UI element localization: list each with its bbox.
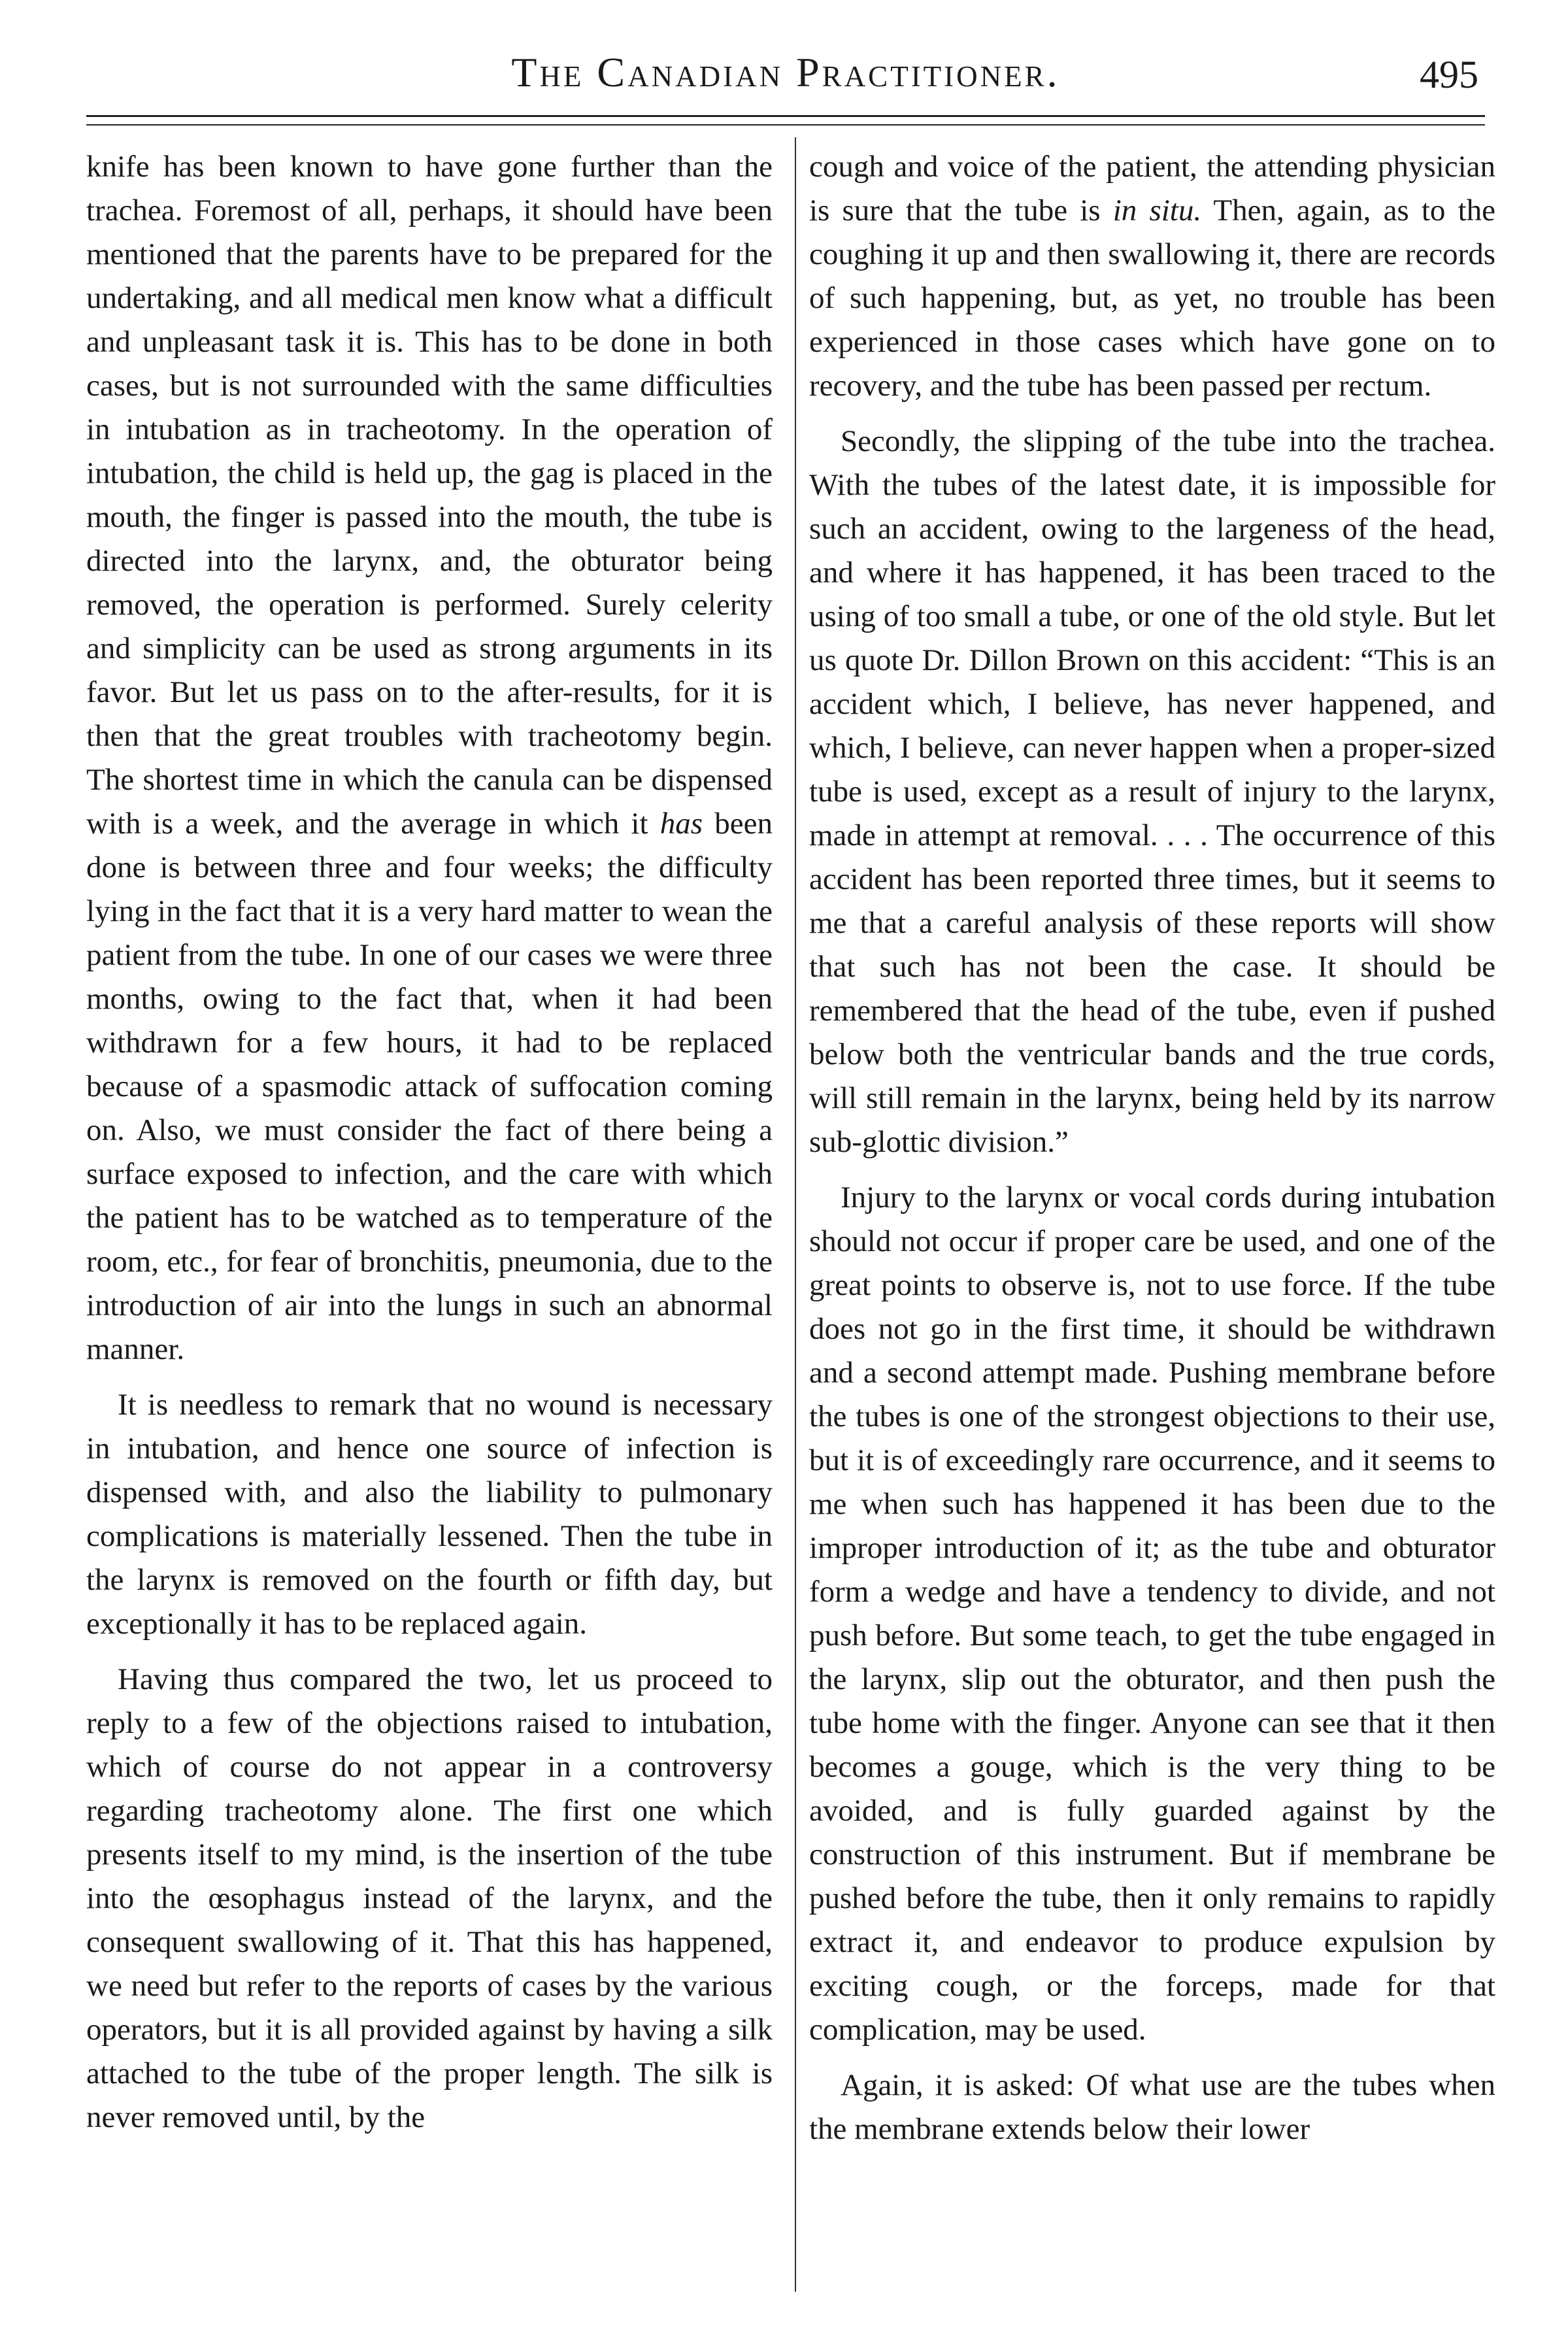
column-divider — [795, 137, 796, 2292]
paragraph — [86, 145, 773, 1371]
text-run: knife has been known to have gone further than the trachea. Foremost of all, perhaps, it should have been mentioned that the parents have to be prepared for the undertaking, and all medical men know what a difficult and unpleasant task it is. This has to be done in both cases, but is not surrounded with the same difficulties in intubation as in tracheotomy. In the operation of intubation, the child is held up, the gag is placed in the mouth, the finger is passed into the mouth, the tube is directed into the larynx, and, the obturator being removed, the operation is performed. Surely celerity and simplicity can be used as strong arguments in its favor. But let us pass on to the after-results, for it is then that the great troubles with tracheotomy begin. The shortest time in which the canula can be dispensed with is a week, and the average in which it — [86, 150, 773, 841]
left-column — [86, 145, 773, 2296]
paragraph — [809, 145, 1495, 408]
page-number: 495 — [1420, 53, 1478, 96]
paragraph: It is needless to remark that no wound is necessary in intubation, and hence one source of infection is dispensed with, and also the liability to pulmonary complications is materially lessened. Then the tube in the larynx is removed on the fourth or fifth day, but exceptionally it has to be replaced again. — [86, 1388, 773, 1641]
text-run: been done is between three and four weeks; the difficulty lying in the fact that it is a very hard matter to wean the patient from the tube. In one of our cases we were three months, owing to the fact that, when it had been withdrawn for a few hours, it had to be replaced because of a spasmodic attack of suffocation coming on. Also, we must consider the fact of there being a surface exposed to infection, and the care with which the patient has to be watched as to temperature of the room, etc., for fear of bronchitis, pneumonia, due to the introduction of air into the lungs in such an abnormal manner. — [86, 807, 773, 1366]
right-column — [809, 145, 1495, 2296]
header-rule-top — [86, 115, 1485, 117]
running-title: The Canadian Practitioner. — [511, 49, 1060, 95]
text-run: cough and voice of the patient, the attending physician is sure that the tube is — [809, 150, 1495, 227]
page-header — [86, 43, 1485, 115]
italic-text: in situ. — [1112, 193, 1202, 227]
italic-text: has — [659, 807, 703, 841]
text-run: Then, again, as to the coughing it up and then swallowing it, there are records of such happening, but, as yet, no trouble has been experienced in those cases which have gone on to recovery, and the tube has been passed per rectum. — [809, 193, 1495, 403]
paragraph: Again, it is asked: Of what use are the tubes when the membrane extends below their lower — [809, 2068, 1495, 2146]
paragraph: Having thus compared the two, let us proceed to reply to a few of the objections raised to intubation, which of course do not appear in a controversy regarding tracheotomy alone. The first one which presents itself to my mind, is the insertion of the tube into the œsophagus instead of the larynx, and the consequent swallowing of it. That this has happened, we need but refer to the reports of cases by the various operators, but it is all provided against by having a silk attached to the tube of the proper length. The silk is never removed until, by the — [86, 1662, 773, 2134]
paragraph: Secondly, the slipping of the tube into the trachea. With the tubes of the latest date, it is impossible for such an accident, owing to the largeness of the head, and where it has happened, it has been traced to the using of too small a tube, or one of the old style. But let us quote Dr. Dillon Brown on this accident: “This is an accident which, I believe, has never happened, and which, I believe, can never happen when a proper-sized tube is used, except as a result of injury to the larynx, made in attempt at removal. . . . The occurrence of this accident has been reported three times, but it seems to me that a careful analysis of these reports will show that such has not been the case. It should be remembered that the head of the tube, even if pushed below both the ventricular bands and the true cords, will still remain in the larynx, being held by its narrow sub-glottic division.” — [809, 424, 1495, 1159]
header-rule-bottom — [86, 124, 1485, 126]
paragraph: Injury to the larynx or vocal cords during intubation should not occur if proper care be used, and one of the great points to observe is, not to use force. If the tube does not go in the first time, it should be withdrawn and a second attempt made. Pushing membrane before the tubes is one of the strongest objections to their use, but it is of exceedingly rare occurrence, and it seems to me when such has happened it has been due to the improper introduction of it; as the tube and obturator form a wedge and have a tendency to divide, and not push before. But some teach, to get the tube engaged in the larynx, slip out the obturator, and then push the tube home with the finger. Anyone can see that it then becomes a gouge, which is the very thing to be avoided, and is fully guarded against by the construction of this instrument. But if membrane be pushed before the tube, then it only remains to rapidly extract it, and endeavor to produce expulsion by exciting cough, or the forceps, made for that complication, may be used. — [809, 1181, 1495, 2047]
